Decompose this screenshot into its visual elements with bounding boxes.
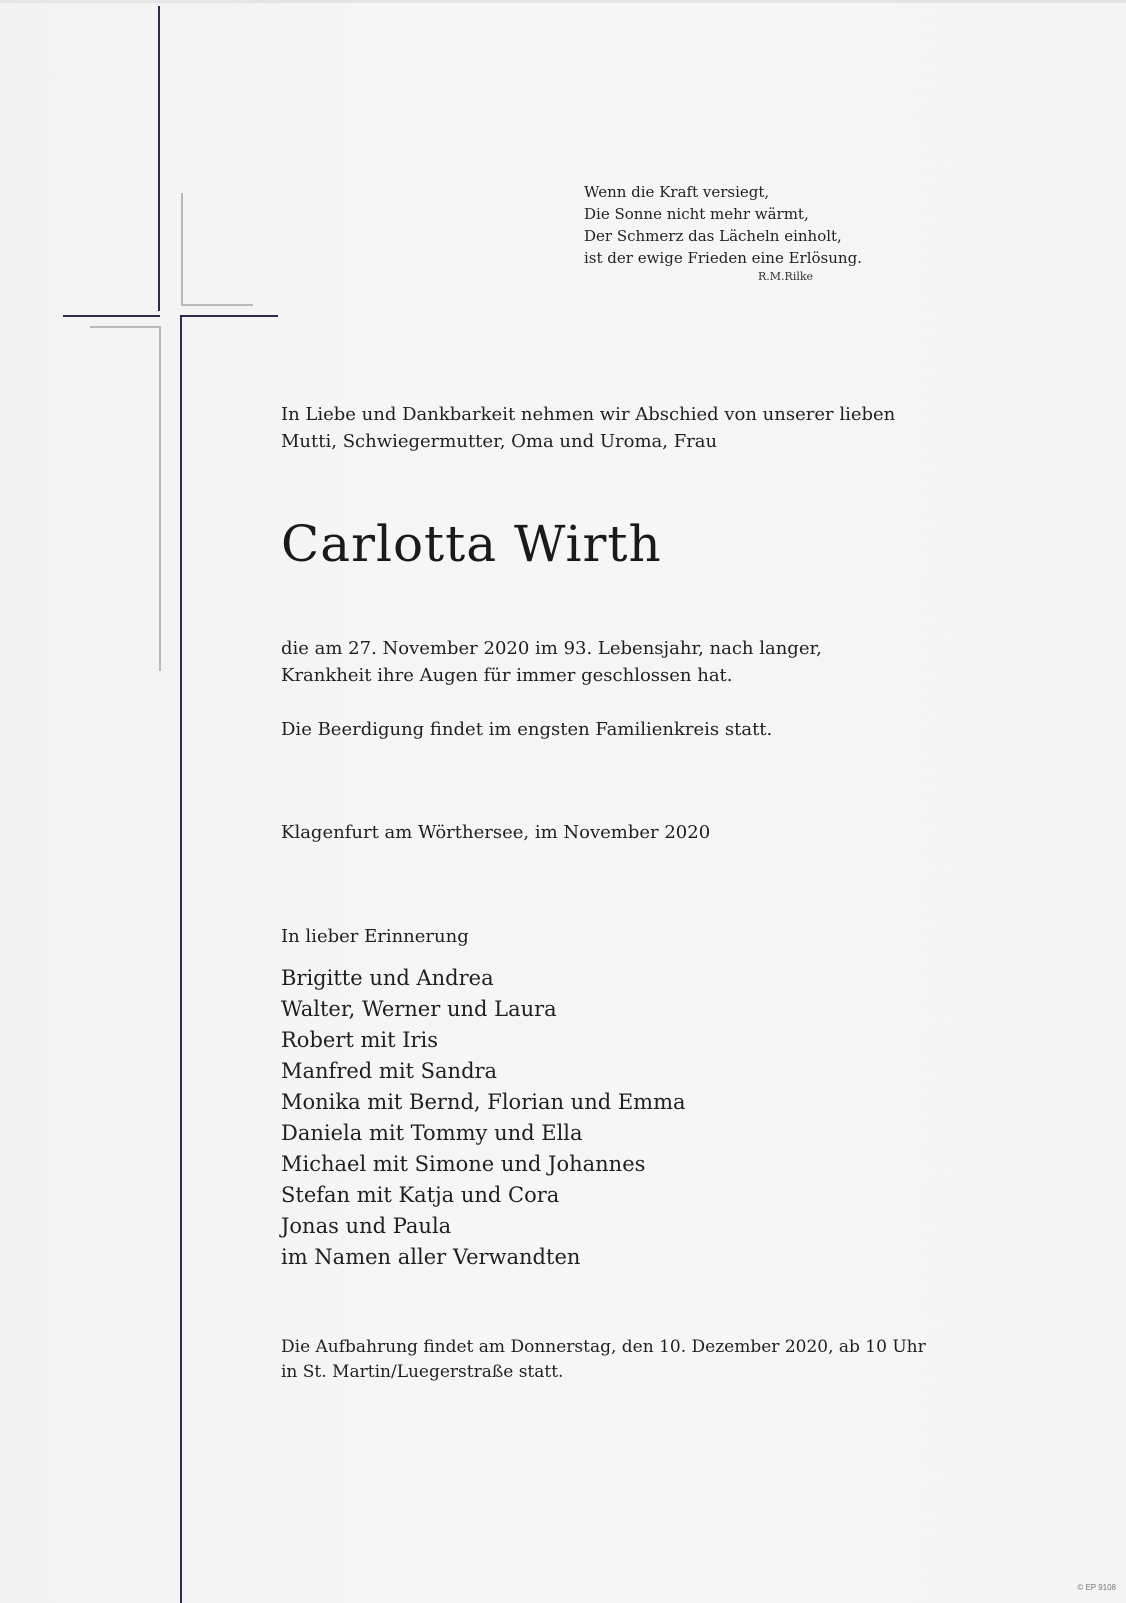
mourner-entry: Manfred mit Sandra: [281, 1059, 498, 1083]
mourner-entry: Daniela mit Tommy und Ella: [281, 1121, 583, 1145]
death-notice: [281, 635, 822, 689]
print-code: © EP 9108: [1077, 1583, 1116, 1592]
mourner-entry: Michael mit Simone und Johannes: [281, 1152, 646, 1176]
poem-line: Die Sonne nicht mehr wärmt,: [584, 205, 809, 223]
intro-line: Mutti, Schwiegermutter, Oma und Uroma, Frau: [281, 431, 718, 452]
poem-line: Wenn die Kraft versiegt,: [584, 183, 770, 201]
cross-dark-vertical-lower: [180, 315, 182, 1603]
viewing-line: in St. Martin/Luegerstraße statt.: [281, 1362, 564, 1382]
mourner-entry: Jonas und Paula: [281, 1214, 452, 1238]
place-date: Klagenfurt am Wörthersee, im November 2020: [281, 822, 711, 843]
cross-dark-vertical-upper: [158, 6, 160, 311]
mourner-entry: Robert mit Iris: [281, 1028, 439, 1052]
viewing-info: [281, 1335, 926, 1385]
mourners-list: [281, 963, 686, 1273]
mourner-entry: Walter, Werner und Laura: [281, 997, 557, 1021]
cross-light-horizontal-left: [90, 326, 161, 328]
cross-light-horizontal-right: [181, 304, 253, 306]
cross-light-vertical-lower: [159, 326, 161, 671]
cross-dark-horizontal-left: [63, 315, 160, 317]
death-notice-line: die am 27. November 2020 im 93. Lebensjahr, nach langer,: [281, 638, 822, 659]
mourner-entry: Brigitte und Andrea: [281, 966, 494, 990]
cross-dark-horizontal-right: [180, 315, 278, 317]
intro-line: In Liebe und Dankbarkeit nehmen wir Abschied von unserer lieben: [281, 404, 896, 425]
mourner-entry: Monika mit Bernd, Florian und Emma: [281, 1090, 686, 1114]
cross-light-vertical-upper: [181, 193, 183, 305]
funeral-note: Die Beerdigung findet im engsten Familienkreis statt.: [281, 719, 773, 740]
poem-line: Der Schmerz das Lächeln einholt,: [584, 227, 842, 245]
poem-line: ist der ewige Frieden eine Erlösung.: [584, 249, 862, 267]
death-notice-line: Krankheit ihre Augen für immer geschlossen hat.: [281, 665, 733, 686]
mourner-entry: Stefan mit Katja und Cora: [281, 1183, 560, 1207]
memory-heading: In lieber Erinnerung: [281, 926, 469, 947]
viewing-line: Die Aufbahrung findet am Donnerstag, den 10. Dezember 2020, ab 10 Uhr: [281, 1337, 926, 1357]
mourner-entry: im Namen aller Verwandten: [281, 1245, 581, 1269]
intro-text: [281, 401, 895, 455]
deceased-name: Carlotta Wirth: [281, 515, 662, 573]
poem-author: R.M.Rilke: [758, 270, 814, 283]
poem-quote: [584, 181, 862, 285]
